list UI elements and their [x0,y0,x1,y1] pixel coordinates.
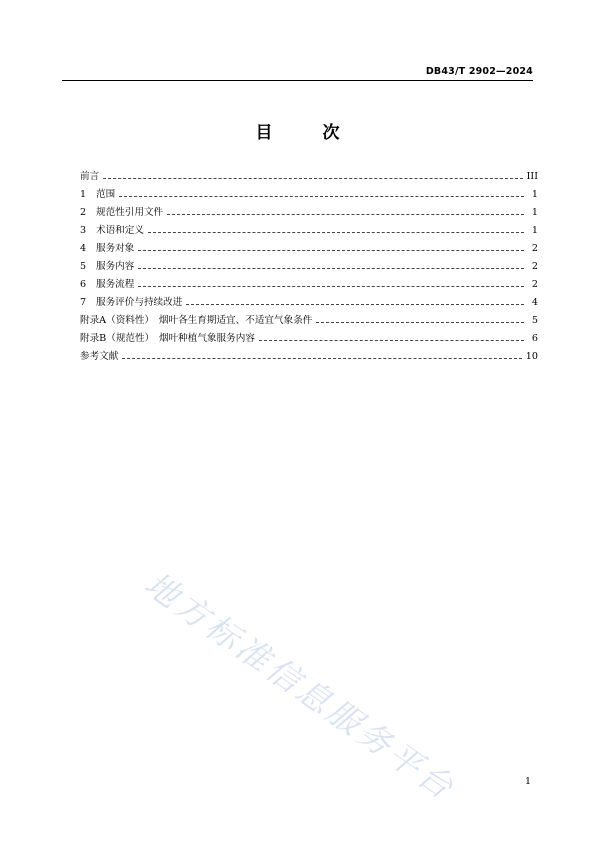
toc-entry-label: 范围 [96,189,116,200]
leader-dots [259,340,524,341]
toc-entry-page: 2 [531,243,538,254]
toc-entry-page: 5 [531,315,538,326]
page-number: 1 [524,776,531,787]
toc-entry-label: 服务评价与持续改进 [96,297,183,308]
leader-dots [138,286,524,287]
toc-entry-number: 3 [80,225,87,236]
leader-dots [148,232,524,233]
toc-entry-label: 服务流程 [96,279,135,290]
page-title: 目 次 [255,123,362,143]
toc-entry-page: 1 [531,207,538,218]
toc-entry-page: 1 [531,189,538,200]
toc-entry-label: 服务内容 [96,261,135,272]
toc-entry-5[interactable] [80,258,538,276]
toc-entry-label: 规范性引用文件 [96,207,164,218]
header-divider [62,80,533,81]
leader-dots [103,178,522,179]
toc-entry-appendix-a[interactable] [80,312,538,330]
leader-dots [122,358,521,359]
toc-entry-number: 7 [80,297,87,308]
watermark: 地方标准信息服务平台 [137,564,464,809]
toc-entry-number: 1 [80,189,87,200]
toc-entry-label: 参考文献 [80,351,119,362]
toc-entry-page: III [526,171,538,182]
toc-entry-label: 附录B（规范性） 烟叶种植气象服务内容 [80,333,255,344]
toc-entry-label: 服务对象 [96,243,135,254]
toc-entry-page: 10 [525,351,538,362]
toc-entry-page: 4 [531,297,538,308]
toc-entry-label: 前言 [80,171,100,182]
toc-entry-number: 5 [80,261,87,272]
toc-entry-3[interactable] [80,222,538,240]
toc-entry-1[interactable] [80,186,538,204]
leader-dots [138,268,524,269]
toc-entry-page: 1 [531,225,538,236]
toc-entry-page: 2 [531,261,538,272]
toc-entry-appendix-b[interactable] [80,330,538,348]
leader-dots [316,322,524,323]
toc-entry-6[interactable] [80,276,538,294]
toc-entry-number: 6 [80,279,87,290]
toc-entry-number: 2 [80,207,87,218]
leader-dots [119,196,524,197]
toc-entry-4[interactable] [80,240,538,258]
table-of-contents [80,168,538,366]
standard-code: DB43/T 2902—2024 [425,66,533,77]
leader-dots [167,214,524,215]
toc-entry-page: 2 [531,279,538,290]
toc-entry-foreword[interactable] [80,168,538,186]
toc-entry-page: 6 [531,333,538,344]
toc-entry-2[interactable] [80,204,538,222]
toc-entry-number: 4 [80,243,87,254]
toc-entry-label: 术语和定义 [96,225,144,236]
leader-dots [138,250,524,251]
leader-dots [186,304,524,305]
toc-entry-references[interactable] [80,348,538,366]
toc-entry-7[interactable] [80,294,538,312]
toc-entry-label: 附录A（资料性） 烟叶各生育期适宜、不适宜气象条件 [80,315,313,326]
